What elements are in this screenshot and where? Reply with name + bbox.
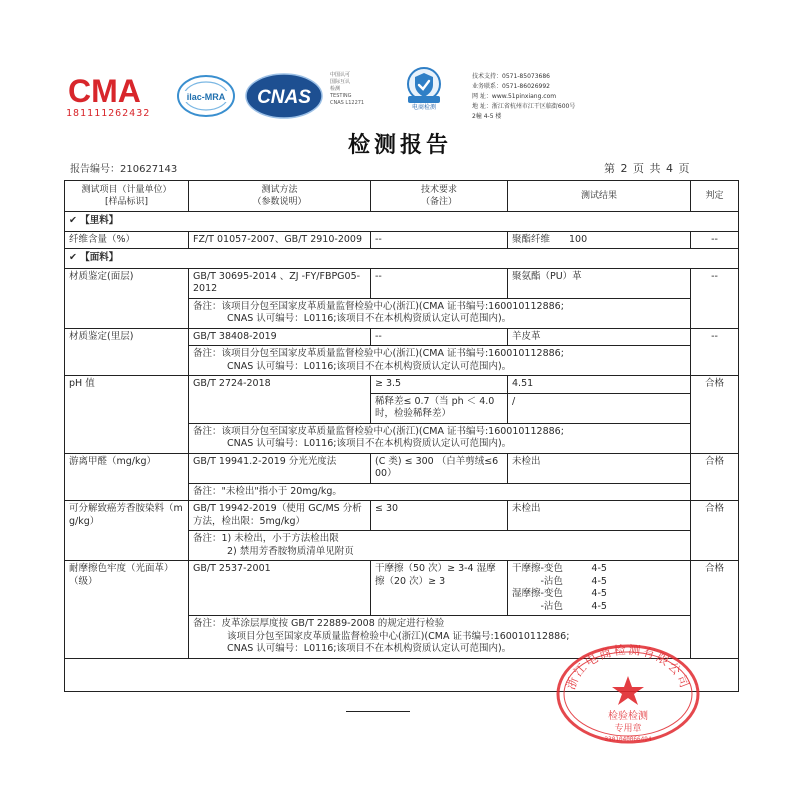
table-row (65, 453, 739, 483)
svg-text:浙江电商检测有限公司: 浙江电商检测有限公司 (563, 642, 693, 692)
red-seal-stamp (552, 640, 704, 744)
cma-number: 181111262432 (66, 108, 151, 119)
section-label-outer: ✔ 【面料】 (65, 249, 739, 269)
cell-method: GB/T 19942-2019（使用 GC/MS 分析方法，检出限：5mg/kg） (189, 501, 371, 531)
report-title: 检测报告 (347, 132, 452, 158)
cnas-accreditation-note: 中国认可 国际互认 检测 TESTING CNAS L12271 (330, 72, 365, 106)
cell-verdict: 合格 (691, 501, 739, 561)
cell-verdict: 合格 (691, 376, 739, 454)
page-indicator: 第 2 页 共 4 页 (604, 162, 691, 175)
table-row (65, 231, 739, 249)
cell-result-dilution: / (508, 393, 691, 423)
cell-result: 聚氨酯（PU）革 (508, 268, 691, 298)
cell-verdict: -- (691, 231, 739, 249)
cell-requirement: ≥ 3.5 (371, 376, 508, 394)
cell-requirement: -- (371, 231, 508, 249)
cell-verdict: 合格 (691, 561, 739, 659)
table-row (65, 268, 739, 298)
section-row (65, 212, 739, 232)
header-result: 测试结果 (508, 181, 691, 212)
cell-remark: 备注：皮革涂层厚度按 GB/T 22889-2008 的规定进行检验 该项目分包至国家皮革质量监督检验中心(浙江)(CMA 证书编号:160010112886; CNAS 认可编号：L0116;该项目不在本机构资质认定认可范围内)。 (189, 616, 691, 659)
cell-verdict: -- (691, 268, 739, 328)
cell-result: 未检出 (508, 453, 691, 483)
header-item: 测试项目（计量单位） [样品标识] (65, 181, 189, 212)
cell-requirement: -- (371, 328, 508, 346)
section-row (65, 249, 739, 269)
table-header-row (65, 181, 739, 212)
inspection-seal (552, 640, 704, 744)
cell-method: GB/T 2537-2001 (189, 561, 371, 616)
cell-method: GB/T 19941.2-2019 分光光度法 (189, 453, 371, 483)
cell-method: GB/T 38408-2019 (189, 328, 371, 346)
cell-requirement: -- (371, 268, 508, 298)
seal-star-icon (612, 676, 644, 705)
cell-remark: 备注：该项目分包至国家皮革质量监督检验中心(浙江)(CMA 证书编号:160010112886; CNAS 认可编号：L0116;该项目不在本机构资质认定认可范围内)。 (189, 423, 691, 453)
cma-logo-mark (66, 74, 170, 108)
cell-item: 游离甲醛（mg/kg） (65, 453, 189, 501)
header-method: 测试方法 （参数说明） (189, 181, 371, 212)
cell-verdict: 合格 (691, 453, 739, 501)
cnas-logo (244, 72, 324, 120)
svg-text:CNAS: CNAS (257, 87, 311, 108)
header-verdict: 判定 (691, 181, 739, 212)
cell-remark: 备注：该项目分包至国家皮革质量监督检验中心(浙江)(CMA 证书编号:160010112886; CNAS 认可编号：L0116;该项目不在本机构资质认定认可范围内)。 (189, 298, 691, 328)
svg-text:ilac-MRA: ilac-MRA (186, 92, 226, 102)
cell-result: 4.51 (508, 376, 691, 394)
svg-text:专用章: 专用章 (614, 724, 642, 734)
cell-requirement-dilution: 稀释差≤ 0.7（当 ph ＜ 4.0 时，检验稀释差） (371, 393, 508, 423)
svg-text:检验检测: 检验检测 (608, 711, 648, 722)
table-row (65, 501, 739, 531)
svg-text:CMA: CMA (68, 74, 141, 108)
report-number: 报告编号：210627143 (70, 164, 178, 175)
cell-item: 耐摩擦色牢度（光面革）（级） (65, 561, 189, 659)
ecommerce-testing-label: 电商检测 (411, 104, 436, 111)
end-of-page-line (346, 711, 410, 712)
cell-result: 羊皮革 (508, 328, 691, 346)
cell-requirement: (C 类) ≤ 300 （白羊剪绒≤600） (371, 453, 508, 483)
test-results-table (64, 180, 738, 692)
table-row (65, 561, 739, 616)
ilac-mra-logo (176, 74, 236, 118)
cell-verdict: -- (691, 328, 739, 376)
cma-logo (66, 74, 170, 119)
cell-remark: 备注：该项目分包至国家皮革质量监督检验中心(浙江)(CMA 证书编号:160010112886; CNAS 认可编号：L0116;该项目不在本机构资质认定认可范围内)。 (189, 346, 691, 376)
cell-requirement: 干摩擦（50 次）≥ 3-4 湿摩擦（20 次）≥ 3 (371, 561, 508, 616)
cell-item: 材质鉴定(面层) (65, 268, 189, 328)
cell-requirement: ≤ 30 (371, 501, 508, 531)
cell-item: 可分解致癌芳香胺染料（mg/kg） (65, 501, 189, 561)
cell-result: 未检出 (508, 501, 691, 531)
cell-remark: 备注：1) 未检出，小于方法检出限 2) 禁用芳香胺物质清单见附页 (189, 531, 691, 561)
cell-method: FZ/T 01057-2007、GB/T 2910-2009 (189, 231, 371, 249)
section-label-lining: ✔ 【里料】 (65, 212, 739, 232)
cell-result: 聚酯纤维 100 (508, 231, 691, 249)
svg-text:3301040066494: 3301040066494 (604, 736, 652, 743)
cell-item: pH 值 (65, 376, 189, 454)
cell-item: 纤维含量（%） (65, 231, 189, 249)
cell-method: GB/T 2724-2018 (189, 376, 371, 424)
cell-item: 材质鉴定(里层) (65, 328, 189, 376)
table-row (65, 328, 739, 346)
header-requirement: 技术要求 （备注） (371, 181, 508, 212)
contact-info: 技术支持：0571-85073686 业务联系：0571-86026992 网 址：www.51pinxiang.com 地 址：浙江省杭州市江干区临街600号 2幢 4-5 楼 (472, 73, 576, 120)
cell-method: GB/T 30695-2014 、ZJ -FY/FBPG05-2012 (189, 268, 371, 298)
cell-result: 干摩擦-变色 4-5 -沾色 4-5 湿摩擦-变色 4-5 -沾色 4-5 (508, 561, 691, 616)
table-row (65, 376, 739, 394)
shield-check-icon (398, 66, 450, 106)
cell-remark: 备注："未检出"指小于 20mg/kg。 (189, 483, 691, 501)
